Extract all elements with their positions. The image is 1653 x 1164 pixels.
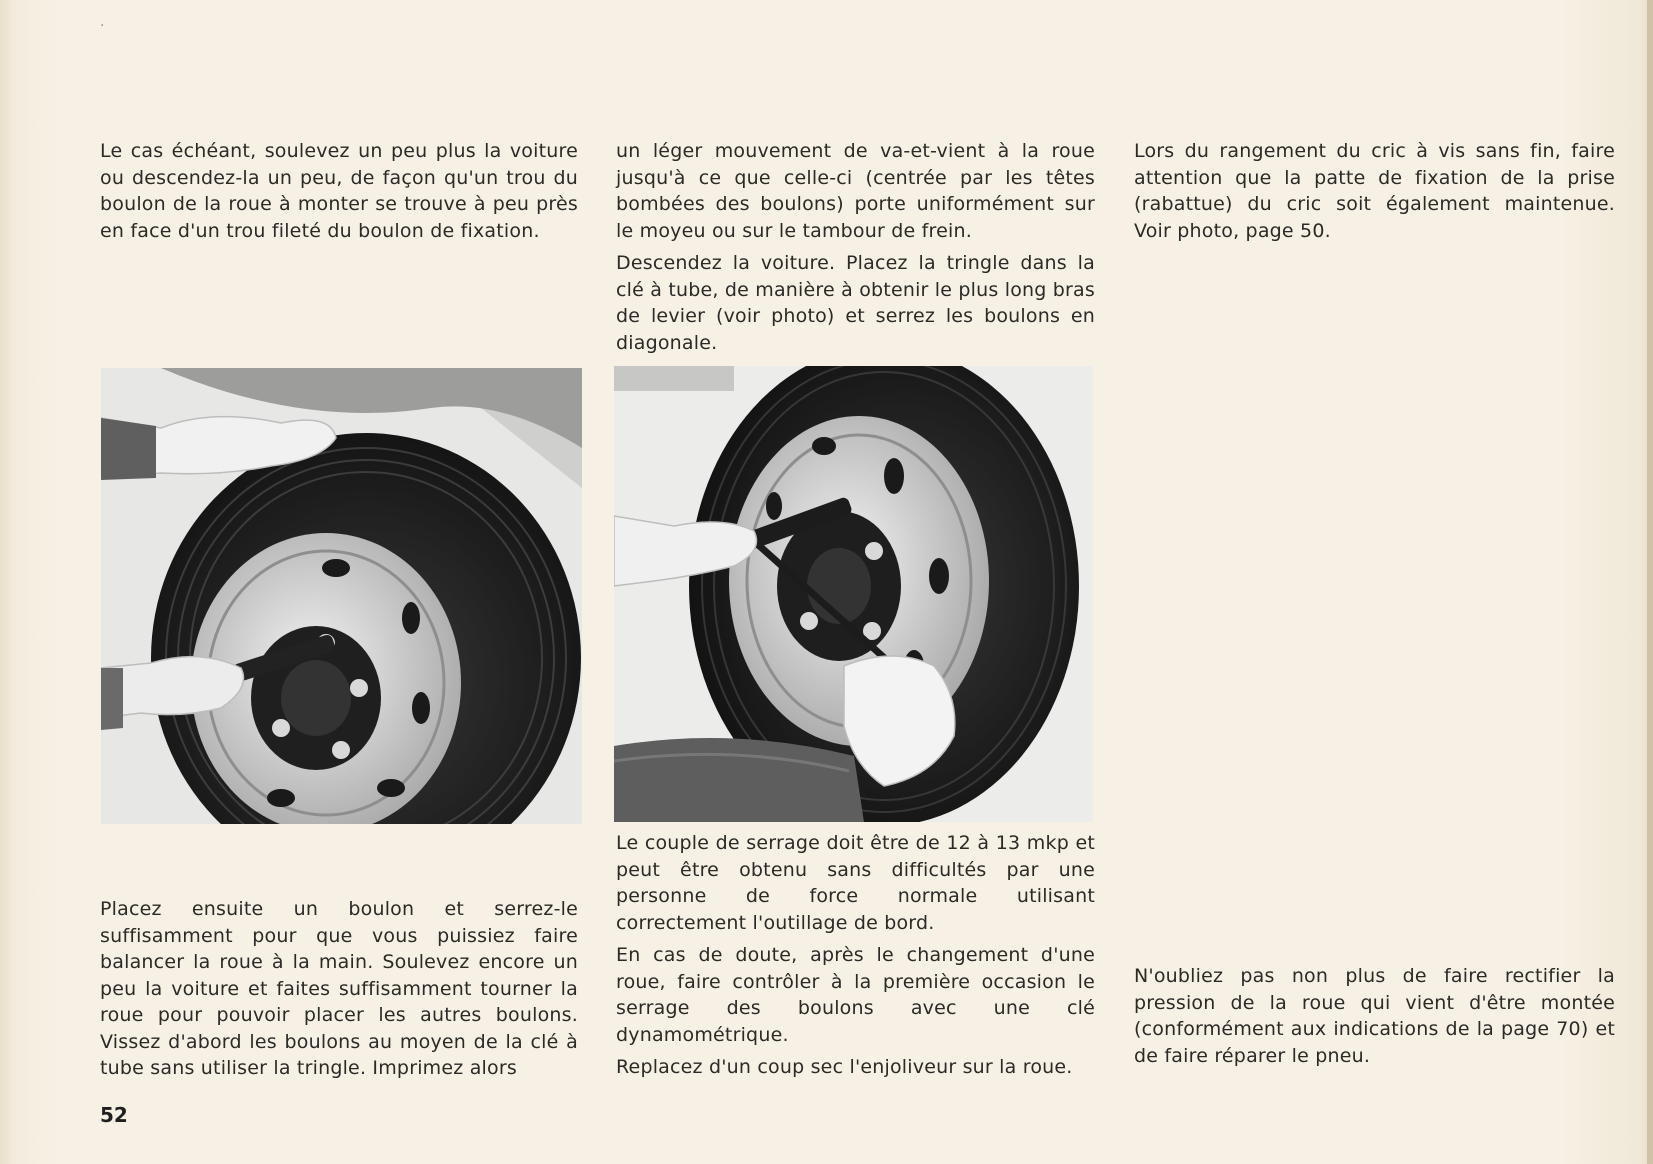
wheel-photo-hand-tightening <box>101 368 582 824</box>
paragraph: un léger mouvement de va-et-vient à la roue jusqu'à ce que celle-ci (centrée par les têtes bombées des boulons) porte uniformément sur le moyeu ou sur le tambour de frein. <box>616 140 1095 242</box>
paragraph: Descendez la voiture. Placez la tringle dans la clé à tube, de manière à obtenir le plus long bras de levier (voir photo) et serrez les boulons en diagonale. <box>616 252 1095 354</box>
middle-column-bottom-text <box>616 830 1095 1087</box>
page-binding-edge <box>1647 0 1653 1164</box>
paragraph: Le couple de serrage doit être de 12 à 13 mkp et peut être obtenu sans difficultés par une personne de force normale utilisant correctement l'outillage de bord. <box>616 832 1095 934</box>
paragraph: Placez ensuite un boulon et serrez-le suffisamment pour que vous puissiez faire balancer la roue à la main. Soulevez encore un peu la voiture et faites suffisamment tourner la roue pour pouvoir placer les autres boulons. Vissez d'abord les boulons au moyen de la clé à tube sans utiliser la tringle. Imprimez alors <box>100 898 578 1079</box>
paragraph: Replacez d'un coup sec l'enjoliveur sur la roue. <box>616 1056 1073 1078</box>
middle-column-top-text <box>616 138 1095 362</box>
paragraph: Lors du rangement du cric à vis sans fin, faire attention que la patte de fixation de la prise (rabattue) du cric soit également maintenue. Voir photo, page 50. <box>1134 140 1615 242</box>
wheel-photo-lever-tightening-illustration <box>614 366 1093 822</box>
left-column-top-text <box>100 138 578 250</box>
left-column-bottom-text <box>100 896 578 1088</box>
paragraph: N'oubliez pas non plus de faire rectifier la pression de la roue qui vient d'être montée (conformément aux indications de la page 70) et de faire réparer le pneu. <box>1134 965 1615 1067</box>
wheel-photo-lever-tightening <box>614 366 1093 822</box>
paragraph: Le cas échéant, soulevez un peu plus la voiture ou descendez-la un peu, de façon qu'un trou du boulon de la roue à monter se trouve à peu près en face d'un trou fileté du boulon de fixation. <box>100 140 578 242</box>
paragraph: En cas de doute, après le changement d'une roue, faire contrôler à la première occasion le serrage des boulons avec une clé dynamométrique. <box>616 944 1095 1046</box>
right-column-bottom-text <box>1134 963 1615 1075</box>
right-column-top-text <box>1134 138 1615 250</box>
paper-speck: · <box>100 18 105 34</box>
wheel-photo-hand-tightening-illustration <box>101 368 582 824</box>
page-number: 52 <box>100 1103 128 1127</box>
